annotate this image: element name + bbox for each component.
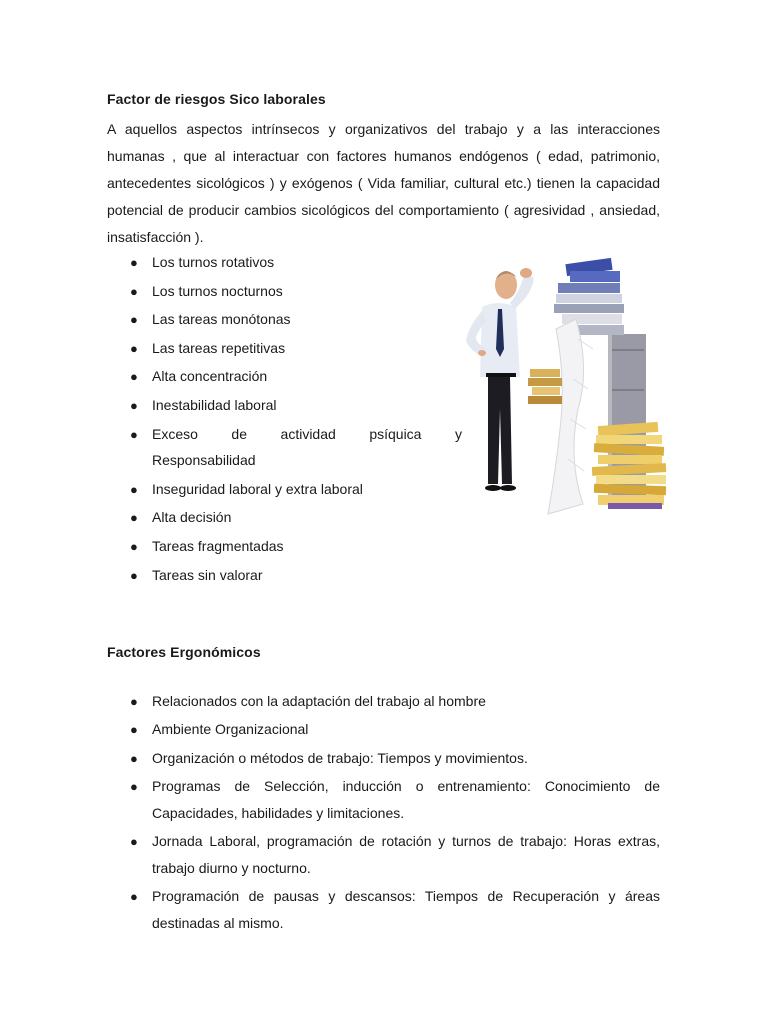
list-item: ● Las tareas repetitivas bbox=[107, 335, 462, 362]
bullet-icon: ● bbox=[130, 510, 138, 526]
section-title-psychosocial: Factor de riesgos Sico laborales bbox=[107, 91, 326, 107]
list-item: ● Inseguridad laboral y extra laboral bbox=[107, 476, 462, 503]
list-item: ● Programas de Selección, inducción o entrenamiento: Conocimiento de Capacidades, habilidades y limitaciones. bbox=[107, 773, 660, 827]
bullet-icon: ● bbox=[130, 750, 138, 766]
intro-paragraph: A aquellos aspectos intrínsecos y organizativos del trabajo y a las interacciones humanas , que al interactuar con factores humanos endógenos ( edad, patrimonio, antecedentes sicológicos ) y exógenos ( Vida familiar, cultural etc.) tienen la capacidad potencial de producir cambios sicológicos del comportamiento ( agresividad , ansiedad, insatisfacción ). bbox=[107, 121, 660, 245]
bullet-icon: ● bbox=[130, 312, 138, 328]
bullet-icon: ● bbox=[130, 889, 138, 905]
bullet-icon: ● bbox=[130, 722, 138, 738]
bullet-icon: ● bbox=[130, 694, 138, 709]
binders-icon bbox=[554, 258, 624, 335]
list-item: ● Tareas fragmentadas bbox=[107, 533, 462, 560]
list-item: ● Alta decisión bbox=[107, 504, 462, 531]
stressed-worker-illustration bbox=[458, 249, 678, 519]
bullet-icon: ● bbox=[130, 283, 138, 299]
man-figure-icon bbox=[466, 268, 534, 491]
list-item: ● Alta concentración bbox=[107, 363, 462, 390]
list-item-continuation: Responsabilidad bbox=[152, 452, 256, 469]
list-item: ● Los turnos nocturnos bbox=[107, 278, 462, 305]
bullet-icon: ● bbox=[130, 255, 138, 270]
bullet-icon: ● bbox=[130, 567, 138, 583]
bullet-icon: ● bbox=[130, 778, 138, 794]
list-item: ● Relacionados con la adaptación del trabajo al hombre bbox=[107, 688, 660, 715]
bullet-icon: ● bbox=[130, 369, 138, 385]
list-item: ● Ambiente Organizacional bbox=[107, 716, 660, 743]
bullet-icon: ● bbox=[130, 834, 138, 850]
bullet-icon: ● bbox=[130, 481, 138, 497]
bullet-icon: ● bbox=[130, 538, 138, 554]
list-item: ● Tareas sin valorar bbox=[107, 562, 462, 589]
list-item: ● Exceso de actividad psíquica y bbox=[107, 421, 462, 448]
list-item: ● Organización o métodos de trabajo: Tiempos y movimientos. bbox=[107, 745, 660, 772]
list-item: ● Programación de pausas y descansos: Tiempos de Recuperación y áreas destinadas al mismo. bbox=[107, 883, 660, 937]
list-item: ● Los turnos rotativos bbox=[107, 249, 462, 276]
bullet-icon: ● bbox=[130, 426, 138, 442]
bullet-icon: ● bbox=[130, 397, 138, 413]
list-item: ● Las tareas monótonas bbox=[107, 306, 462, 333]
section-title-ergonomic: Factores Ergonómicos bbox=[107, 644, 261, 660]
file-pile-icon bbox=[528, 369, 562, 404]
psychosocial-factor-list bbox=[107, 249, 462, 590]
ergonomic-factor-list bbox=[107, 688, 660, 939]
printout-paper-icon bbox=[548, 319, 593, 514]
list-item: ● Jornada Laboral, programación de rotación y turnos de trabajo: Horas extras, trabajo diurno y nocturno. bbox=[107, 828, 660, 882]
list-item: ● Inestabilidad laboral bbox=[107, 392, 462, 419]
bullet-icon: ● bbox=[130, 340, 138, 356]
